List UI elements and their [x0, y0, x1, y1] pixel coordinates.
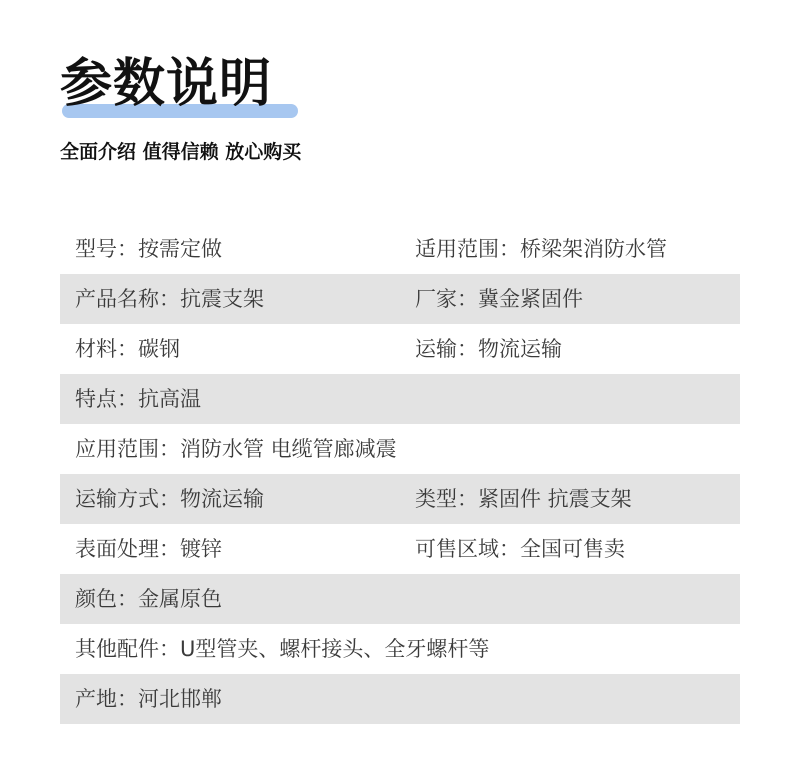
spec-cell-left: 运输方式：物流运输	[75, 487, 264, 511]
spec-cell-left: 特点：抗高温	[75, 387, 201, 411]
spec-row	[60, 674, 740, 724]
spec-row	[60, 324, 740, 374]
spec-cell-left: 其他配件：U型管夹、螺杆接头、全牙螺杆等	[75, 637, 490, 661]
spec-row	[60, 524, 740, 574]
title-block	[60, 54, 272, 124]
spec-cell-left: 材料：碳钢	[75, 337, 180, 361]
spec-cell-left: 型号：按需定做	[75, 237, 222, 261]
page-title: 参数说明	[60, 54, 273, 114]
spec-cell-left: 产品名称：抗震支架	[75, 287, 264, 311]
spec-row	[60, 574, 740, 624]
spec-row	[60, 374, 740, 424]
spec-row	[60, 224, 740, 274]
spec-cell-right: 可售区域：全国可售卖	[415, 537, 625, 561]
spec-row	[60, 624, 740, 674]
spec-row	[60, 424, 740, 474]
spec-row	[60, 474, 740, 524]
spec-table	[60, 224, 740, 724]
spec-row	[60, 274, 740, 324]
spec-cell-left: 表面处理：镀锌	[75, 537, 222, 561]
spec-cell-left: 应用范围：消防水管 电缆管廊减震	[75, 437, 397, 461]
spec-cell-right: 运输：物流运输	[415, 337, 562, 361]
page-subtitle: 全面介绍 值得信赖 放心购买	[60, 141, 302, 163]
spec-cell-left: 颜色：金属原色	[75, 587, 222, 611]
spec-cell-right: 厂家：冀金紧固件	[415, 287, 583, 311]
spec-cell-right: 类型：紧固件 抗震支架	[415, 487, 632, 511]
spec-cell-right: 适用范围：桥梁架消防水管	[415, 237, 667, 261]
page-header	[60, 54, 302, 163]
spec-cell-left: 产地：河北邯郸	[75, 687, 222, 711]
